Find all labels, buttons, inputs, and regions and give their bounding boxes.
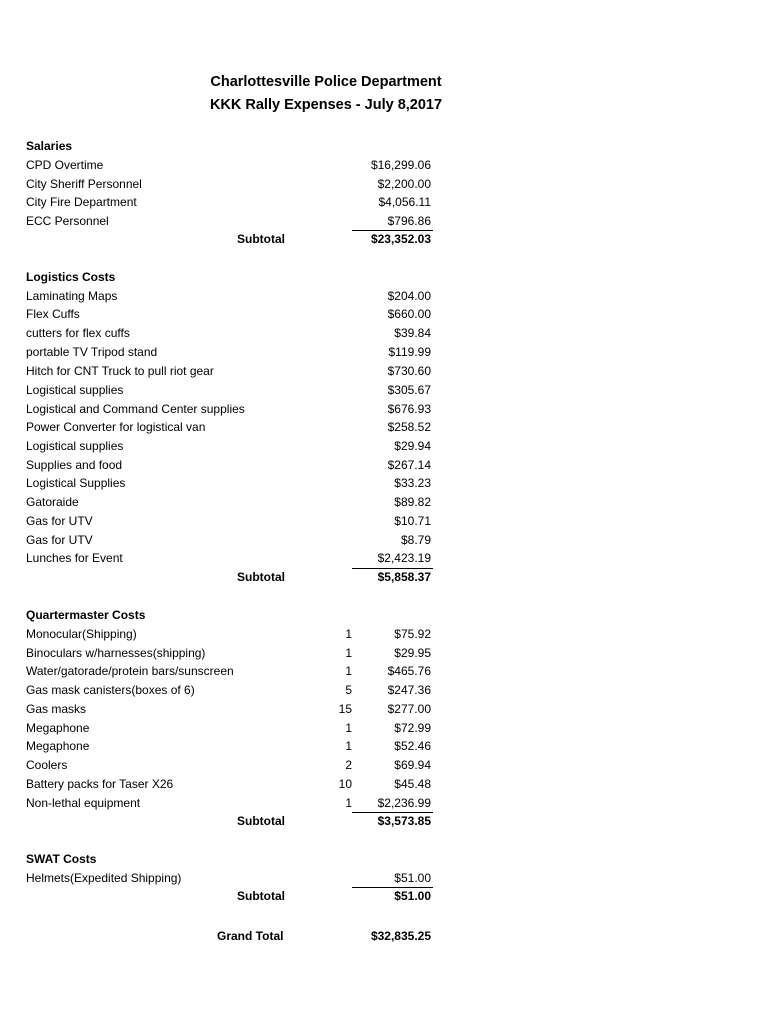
line-item (26, 493, 446, 511)
item-amount: $29.95 (394, 646, 431, 660)
item-amount: $52.46 (394, 739, 431, 753)
item-label: Gas masks (26, 702, 87, 716)
item-amount: $72.99 (394, 721, 431, 735)
line-item (26, 212, 446, 230)
item-label: cutters for flex cuffs (26, 326, 130, 340)
subtotal-label: Subtotal (237, 232, 285, 246)
subtotal-row-salaries (26, 230, 446, 248)
item-amount: $10.71 (394, 514, 431, 528)
item-quantity: 15 (338, 702, 352, 716)
item-label: Laminating Maps (26, 289, 118, 303)
grand-total-amount: $32,835.25 (370, 929, 431, 943)
item-quantity: 1 (345, 796, 352, 810)
item-amount: $796.86 (387, 214, 431, 228)
subtotal-row-swat (26, 887, 446, 905)
item-label: Supplies and food (26, 458, 123, 472)
item-label: portable TV Tripod stand (26, 345, 158, 359)
item-label: City Fire Department (26, 195, 137, 209)
line-item (26, 549, 446, 567)
item-label: Logistical Supplies (26, 476, 126, 490)
line-item (26, 474, 446, 492)
item-label: Logistical and Command Center supplies (26, 402, 245, 416)
item-label: Non-lethal equipment (26, 796, 141, 810)
item-label: Logistical supplies (26, 439, 124, 453)
item-amount: $39.84 (394, 326, 431, 340)
item-label: Battery packs for Taser X26 (26, 777, 174, 791)
item-amount: $305.67 (387, 383, 431, 397)
line-item (26, 531, 446, 549)
item-quantity: 1 (345, 739, 352, 753)
item-amount: $119.99 (388, 345, 431, 359)
section-heading-logistics (26, 268, 446, 286)
grand-total-row (26, 927, 446, 945)
item-amount: $89.82 (394, 495, 431, 509)
item-label: Gas mask canisters(boxes of 6) (26, 683, 195, 697)
line-item (26, 400, 446, 418)
subtotal-amount: $23,352.03 (370, 232, 431, 246)
item-label: Logistical supplies (26, 383, 124, 397)
item-quantity: 1 (345, 721, 352, 735)
line-item (26, 625, 446, 643)
item-label: Monocular(Shipping) (26, 627, 137, 641)
subtotal-label: Subtotal (237, 889, 285, 903)
line-item (26, 456, 446, 474)
item-quantity: 1 (345, 627, 352, 641)
line-item (26, 175, 446, 193)
document-title-line1: Charlottesville Police Department (210, 74, 442, 90)
item-quantity: 1 (345, 646, 352, 660)
line-item (26, 719, 446, 737)
item-amount: $277.00 (387, 702, 431, 716)
item-quantity: 2 (345, 758, 352, 772)
subtotal-row-logistics (26, 568, 446, 586)
item-amount: $730.60 (387, 364, 431, 378)
line-item (26, 343, 446, 361)
line-item (26, 305, 446, 323)
line-item (26, 362, 446, 380)
section-heading-quartermaster (26, 606, 446, 624)
item-amount: $2,236.99 (377, 796, 431, 810)
item-label: Flex Cuffs (26, 307, 80, 321)
section-heading-label: Logistics Costs (26, 270, 116, 284)
line-item (26, 381, 446, 399)
item-amount: $29.94 (394, 439, 431, 453)
document-title-line2: KKK Rally Expenses - July 8,2017 (209, 97, 443, 113)
line-item (26, 794, 446, 812)
item-amount: $45.48 (394, 777, 431, 791)
item-label: Power Converter for logistical van (26, 420, 206, 434)
item-amount: $267.14 (387, 458, 431, 472)
item-amount: $16,299.06 (370, 158, 431, 172)
item-label: Helmets(Expedited Shipping) (26, 871, 182, 885)
line-item (26, 156, 446, 174)
line-item (26, 512, 446, 530)
item-amount: $33.23 (394, 476, 431, 490)
section-heading-salaries (26, 137, 446, 155)
item-label: Gas for UTV (26, 533, 93, 547)
item-label: Gatoraide (26, 495, 79, 509)
item-label: Megaphone (26, 721, 90, 735)
item-label: Megaphone (26, 739, 90, 753)
subtotal-row-quartermaster (26, 812, 446, 830)
line-item (26, 437, 446, 455)
item-label: Binoculars w/harnesses(shipping) (26, 646, 206, 660)
item-label: ECC Personnel (26, 214, 109, 228)
subtotal-amount: $5,858.37 (377, 570, 431, 584)
subtotal-label: Subtotal (237, 570, 285, 584)
item-amount: $204.00 (387, 289, 431, 303)
line-item (26, 193, 446, 211)
section-heading-swat (26, 850, 446, 868)
item-amount: $247.36 (387, 683, 431, 697)
item-amount: $660.00 (387, 307, 431, 321)
item-amount: $4,056.11 (378, 195, 431, 209)
item-amount: $2,423.19 (377, 551, 431, 565)
item-quantity: 5 (345, 683, 352, 697)
item-amount: $676.93 (387, 402, 431, 416)
item-amount: $8.79 (400, 533, 431, 547)
line-item (26, 681, 446, 699)
section-heading-label: Salaries (26, 139, 73, 153)
item-label: Coolers (26, 758, 68, 772)
line-item (26, 418, 446, 436)
item-label: Hitch for CNT Truck to pull riot gear (26, 364, 214, 378)
line-item (26, 644, 446, 662)
line-item (26, 324, 446, 342)
section-heading-label: SWAT Costs (26, 852, 97, 866)
item-quantity: 10 (338, 777, 352, 791)
item-quantity: 1 (345, 664, 352, 678)
item-label: Lunches for Event (26, 551, 123, 565)
item-amount: $51.00 (394, 871, 431, 885)
line-item (26, 662, 446, 680)
line-item (26, 737, 446, 755)
item-amount: $258.52 (387, 420, 431, 434)
line-item (26, 756, 446, 774)
item-amount: $2,200.00 (377, 177, 431, 191)
item-label: Water/gatorade/protein bars/sunscreen (26, 664, 234, 678)
item-label: Gas for UTV (26, 514, 93, 528)
section-heading-label: Quartermaster Costs (26, 608, 146, 622)
line-item (26, 869, 446, 887)
item-amount: $465.76 (387, 664, 431, 678)
subtotal-amount: $51.00 (394, 889, 431, 903)
item-label: City Sheriff Personnel (26, 177, 142, 191)
grand-total-label: Grand Total (217, 929, 284, 943)
subtotal-amount: $3,573.85 (377, 814, 431, 828)
line-item (26, 700, 446, 718)
subtotal-label: Subtotal (237, 814, 285, 828)
line-item (26, 287, 446, 305)
item-amount: $75.92 (394, 627, 431, 641)
line-item (26, 775, 446, 793)
item-amount: $69.94 (394, 758, 431, 772)
item-label: CPD Overtime (26, 158, 104, 172)
